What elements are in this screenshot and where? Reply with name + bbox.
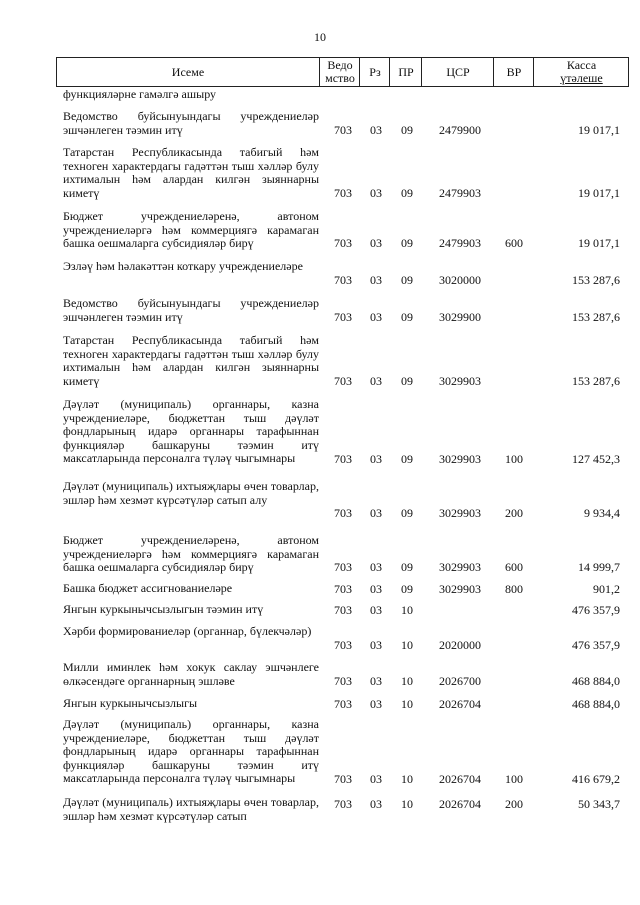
row-vr: 600 (505, 236, 523, 250)
row-name: Эзләү һәм һәлакәттән коткару учреждениеләре (63, 259, 303, 273)
header-ved (319, 58, 360, 86)
row-sum: 416 679,2 (572, 772, 620, 786)
row-ved: 703 (334, 273, 352, 287)
row-pr: 09 (401, 186, 413, 200)
header-vr (493, 58, 534, 86)
row-ved: 703 (334, 697, 352, 711)
table-row (0, 534, 640, 574)
row-csr: 2479903 (439, 186, 481, 200)
row-name: Ведомство буйсынуындагы учреждениеләр эшчәнлеген тәэмин итү (63, 109, 319, 137)
row-ved: 703 (334, 236, 352, 250)
row-csr: 3029903 (439, 452, 481, 466)
row-name: Татарстан Республикасында табигый һәм техноген характердагы гадәттән тыш хәлләр булу ихтималын һәм алардан килгән зыяннарны киметү (63, 333, 319, 388)
row-pr: 09 (401, 582, 413, 596)
row-name: Дәүләт (муниципаль) органнары, казна учреждениеләре, бюджеттан тыш дәүләт фондларының идарә органнары тарафыннан функцияләр башкаруны тәэмин итү максатларында персоналга түләү чыгымнары (63, 397, 319, 465)
row-csr: 2026700 (439, 674, 481, 688)
header-rz (359, 58, 390, 86)
row-sum: 476 357,9 (572, 638, 620, 652)
table-row (0, 110, 640, 137)
row-sum: 153 287,6 (572, 273, 620, 287)
row-name: функцияләрне гамәлгә ашыру (63, 87, 217, 101)
table-row (0, 334, 640, 388)
row-pr: 09 (401, 236, 413, 250)
row-name: Бюджет учреждениеләренә, автоном учреждениеләргә һәм коммерциягә карамаган башка оешмаларга субсидияләр бирү (63, 209, 319, 250)
row-ved: 703 (334, 374, 352, 388)
row-rz: 03 (370, 310, 382, 324)
table-row (0, 480, 640, 520)
header-name (57, 58, 319, 86)
row-rz: 03 (370, 603, 382, 617)
row-name: Янгын куркынычсызлыгы (63, 696, 198, 710)
row-rz: 03 (370, 123, 382, 137)
table-row (0, 625, 640, 652)
row-pr: 10 (401, 674, 413, 688)
row-vr: 100 (505, 772, 523, 786)
row-csr: 3029903 (439, 506, 481, 520)
header-sum (533, 58, 629, 86)
row-rz: 03 (370, 697, 382, 711)
row-rz: 03 (370, 582, 382, 596)
table-row (0, 796, 640, 823)
row-sum: 476 357,9 (572, 603, 620, 617)
row-pr: 09 (401, 506, 413, 520)
table-row (0, 146, 640, 200)
table-row (0, 210, 640, 250)
row-csr: 2026704 (439, 797, 481, 811)
row-name: Татарстан Республикасында табигый һәм техноген характердагы гадәттән тыш хәлләр булу ихтималын һәм алардан килгән зыяннарны киметү (63, 145, 319, 200)
row-vr: 200 (505, 506, 523, 520)
row-name: Дәүләт (муниципаль) ихтыяҗлары өчен товарлар, эшләр һәм хезмәт күрсәтүләр сатып (63, 795, 319, 823)
row-pr: 10 (401, 797, 413, 811)
row-rz: 03 (370, 374, 382, 388)
row-csr: 2020000 (439, 638, 481, 652)
row-sum: 14 999,7 (578, 560, 620, 574)
table-row (0, 398, 640, 466)
row-sum: 153 287,6 (572, 374, 620, 388)
row-rz: 03 (370, 452, 382, 466)
header-pr-label: ПР (398, 64, 414, 79)
table-row (0, 603, 640, 617)
row-ved: 703 (334, 452, 352, 466)
row-vr: 200 (505, 797, 523, 811)
row-csr: 3029900 (439, 310, 481, 324)
header-ved-label-2: мство (325, 71, 355, 85)
table-row (0, 88, 640, 102)
row-csr: 3029903 (439, 582, 481, 596)
row-rz: 03 (370, 273, 382, 287)
row-sum: 50 343,7 (578, 797, 620, 811)
row-pr: 09 (401, 310, 413, 324)
row-sum: 468 884,0 (572, 697, 620, 711)
row-sum: 9 934,4 (584, 506, 620, 520)
row-sum: 901,2 (593, 582, 620, 596)
row-ved: 703 (334, 123, 352, 137)
row-ved: 703 (334, 560, 352, 574)
row-csr: 2026704 (439, 772, 481, 786)
row-name: Дәүләт (муниципаль) органнары, казна учреждениеләре, бюджеттан тыш дәүләт фондларының идарә органнары тарафыннан функцияләр башкаруны тәэмин итү максатларында персоналга түләү чыгымнары (63, 717, 319, 785)
row-pr: 10 (401, 638, 413, 652)
row-rz: 03 (370, 506, 382, 520)
row-pr: 10 (401, 603, 413, 617)
row-pr: 09 (401, 560, 413, 574)
row-sum: 153 287,6 (572, 310, 620, 324)
header-ved-label-1: Ведо (327, 58, 353, 72)
row-name: Янгын куркынычсызлыгын тәэмин итү (63, 602, 264, 616)
row-rz: 03 (370, 772, 382, 786)
row-ved: 703 (334, 772, 352, 786)
row-pr: 09 (401, 123, 413, 137)
row-rz: 03 (370, 236, 382, 250)
row-ved: 703 (334, 674, 352, 688)
row-ved: 703 (334, 310, 352, 324)
header-vr-label: ВР (506, 64, 522, 79)
row-vr: 800 (505, 582, 523, 596)
row-sum: 19 017,1 (578, 236, 620, 250)
row-name: Хәрби формированиеләр (органнар, бүлекчәләр) (63, 624, 312, 638)
table-row (0, 582, 640, 596)
row-csr: 2479900 (439, 123, 481, 137)
row-name: Дәүләт (муниципаль) ихтыяҗлары өчен товарлар, эшләр һәм хезмәт күрсәтүләр сатып алу (63, 479, 319, 507)
header-csr (421, 58, 494, 86)
row-sum: 19 017,1 (578, 123, 620, 137)
row-rz: 03 (370, 638, 382, 652)
row-csr: 2479903 (439, 236, 481, 250)
header-csr-label: ЦСР (446, 64, 470, 79)
row-rz: 03 (370, 186, 382, 200)
header-sum-label-1: Касса (566, 58, 597, 72)
table-row (0, 297, 640, 324)
row-pr: 09 (401, 374, 413, 388)
row-pr: 10 (401, 772, 413, 786)
header-name-label: Исеме (171, 64, 205, 79)
table-row (0, 260, 640, 287)
row-pr: 09 (401, 273, 413, 287)
row-sum: 19 017,1 (578, 186, 620, 200)
row-rz: 03 (370, 797, 382, 811)
table-row (0, 661, 640, 688)
row-ved: 703 (334, 186, 352, 200)
row-sum: 127 452,3 (572, 452, 620, 466)
row-ved: 703 (334, 506, 352, 520)
row-pr: 09 (401, 452, 413, 466)
page-number: 10 (314, 30, 326, 44)
row-name: Ведомство буйсынуындагы учреждениеләр эшчәнлеген тәэмин итү (63, 296, 319, 324)
row-csr: 3020000 (439, 273, 481, 287)
table-header (56, 57, 629, 87)
row-name: Башка бюджет ассигнованиеләре (63, 581, 233, 595)
row-ved: 703 (334, 638, 352, 652)
header-pr (389, 58, 422, 86)
row-csr: 2026704 (439, 697, 481, 711)
row-name: Бюджет учреждениеләренә, автоном учреждениеләргә һәм коммерциягә карамаган башка оешмаларга субсидияләр бирү (63, 533, 319, 574)
row-ved: 703 (334, 603, 352, 617)
header-rz-label: Рз (369, 64, 381, 79)
table-row (0, 697, 640, 711)
row-name: Милли иминлек һәм хокук саклау эшчәнлеге өлкәсендәге органнарның эшләве (63, 660, 319, 688)
row-sum: 468 884,0 (572, 674, 620, 688)
row-ved: 703 (334, 797, 352, 811)
table-row (0, 718, 640, 786)
row-rz: 03 (370, 560, 382, 574)
row-vr: 100 (505, 452, 523, 466)
row-rz: 03 (370, 674, 382, 688)
row-pr: 10 (401, 697, 413, 711)
row-ved: 703 (334, 582, 352, 596)
row-vr: 600 (505, 560, 523, 574)
header-sum-label-2: үтәлеше (560, 71, 603, 85)
row-csr: 3029903 (439, 374, 481, 388)
row-csr: 3029903 (439, 560, 481, 574)
